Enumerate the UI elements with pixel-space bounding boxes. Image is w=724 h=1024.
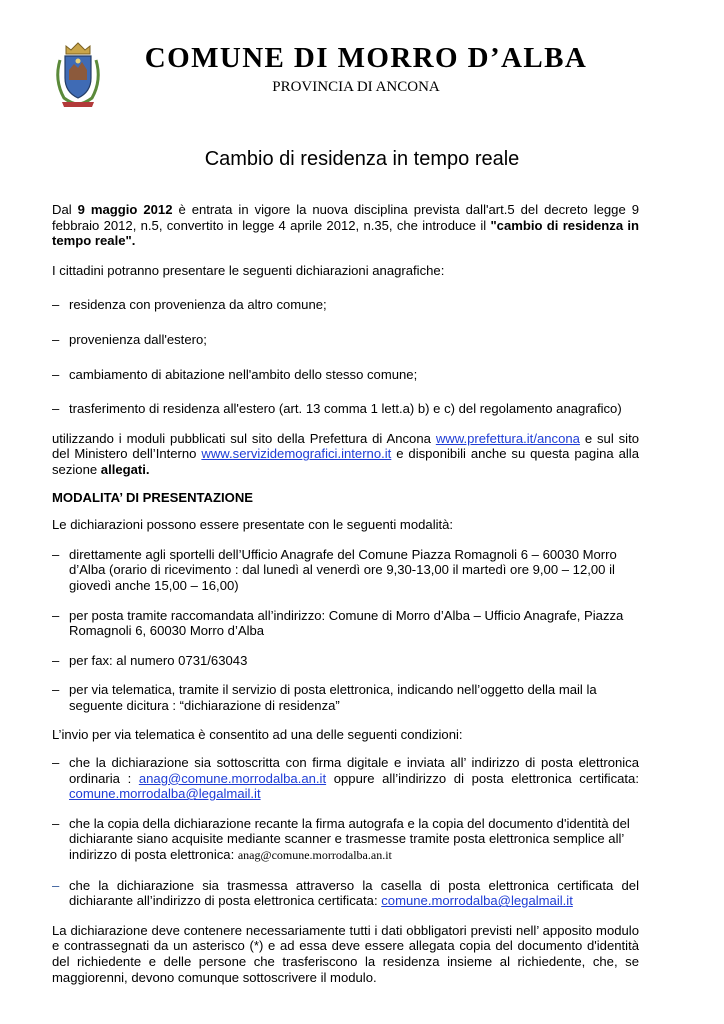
list-item: – che la dichiarazione sia sottoscritta con firma digitale e inviata all’ indirizzo di posta elettronica ordinaria : anag@comune.morrodalba.an.it oppure all’indirizzo di posta elettronica certificata: comune.morrodalba@legalmail.it bbox=[52, 755, 639, 802]
document-title: Cambio di residenza in tempo reale bbox=[204, 148, 520, 170]
dash-bullet: – bbox=[52, 815, 60, 831]
municipality-title: COMUNE DI MORRO D’ALBA bbox=[144, 42, 588, 74]
legalmail-link[interactable]: comune.morrodalba@legalmail.it bbox=[381, 893, 573, 909]
anag-email-link[interactable]: anag@comune.morrodalba.an.it bbox=[138, 770, 327, 786]
list-item: – che la copia della dichiarazione recante la firma autografa e la copia del documento d'identità del dichiarante siano acquisite mediante scanner e trasmesse tramite posta elettronica semplice all’ indirizzo di posta elettronica: anag@comune.morrodalba.an.it bbox=[52, 815, 630, 863]
intro-text: è entrata in vigore la nuova disciplina prevista dall'art.5 del decreto legge 9 febbraio 2012, n.5, convertito in legge 4 aprile 2012, n.35, che introduce il bbox=[52, 202, 639, 233]
province-subtitle: PROVINCIA DI ANCONA bbox=[272, 79, 440, 95]
document-body bbox=[52, 202, 639, 985]
list-item: – che la dichiarazione sia trasmessa attraverso la casella di posta elettronica certificata del dichiarante all’indirizzo di posta elettronica certificata: comune.morrodalba@legalmail.it bbox=[52, 877, 639, 909]
list-item: – per via telematica, tramite il servizio di posta elettronica, indicando nell’oggetto della mail la seguente dicitura : “dichiarazione di residenza” bbox=[52, 682, 597, 713]
list-item: – per fax: al numero 0731/63043 bbox=[52, 652, 248, 668]
list-item: – provenienza dall'estero; bbox=[52, 331, 207, 347]
intro-date: 9 maggio 2012 bbox=[77, 202, 173, 217]
servizi-demografici-link[interactable]: www.servizidemografici.interno.it bbox=[201, 446, 392, 462]
closing-paragraph: La dichiarazione deve contenere necessariamente tutti i dati obbligatori previsti nell’ apposito modulo e contrassegnati da un asterisco (*) e ad essa deve essere allegata copia del documento d'identità del richiedente e delle persone che trasferiscono la residenza insieme al richiedente, che, se maggiorenni, devono comunque sottoscrivere il modulo. bbox=[52, 922, 639, 985]
attachments-label: allegati. bbox=[100, 461, 150, 477]
anag-email-text: anag@comune.morrodalba.an.it bbox=[237, 848, 392, 863]
dash-bullet: – bbox=[52, 331, 60, 347]
dash-bullet: – bbox=[52, 401, 60, 417]
dash-bullet: – bbox=[52, 755, 60, 771]
dash-bullet: – bbox=[52, 682, 60, 698]
list-item: – residenza con provenienza da altro comune; bbox=[52, 297, 327, 313]
dash-bullet: – bbox=[52, 877, 60, 893]
dash-bullet: – bbox=[52, 652, 60, 668]
list-item: – trasferimento di residenza all'estero (art. 13 comma 1 lett.a) b) e c) del regolamento anagrafico) bbox=[52, 401, 622, 417]
dash-bullet: – bbox=[52, 607, 60, 623]
section-heading: MODALITA’ DI PRESENTAZIONE bbox=[52, 489, 254, 505]
list-item: – cambiamento di abitazione nell'ambito dello stesso comune; bbox=[52, 366, 418, 382]
telematic-intro: L’invio per via telematica è consentito ad una delle seguenti condizioni: bbox=[52, 727, 463, 743]
intro-text: Dal bbox=[52, 202, 78, 217]
legalmail-link[interactable]: comune.morrodalba@legalmail.it bbox=[69, 786, 261, 802]
prefettura-link[interactable]: www.prefettura.it/ancona bbox=[435, 430, 580, 446]
dash-bullet: – bbox=[52, 297, 60, 313]
intro-highlight: "cambio di residenza in tempo reale". bbox=[52, 217, 640, 249]
intro-paragraph bbox=[52, 202, 639, 249]
modules-paragraph: utilizzando i moduli pubblicati sul sito della Prefettura di Ancona www.prefettura.it/ancona e sul sito del Ministero dell’Interno www.servizidemografici.interno.it e disponibili anche su questa pagina alla sezione allegati. bbox=[52, 430, 640, 477]
declarations-intro: I cittadini potranno presentare le seguenti dichiarazioni anagrafiche: bbox=[52, 262, 445, 278]
list-item: – per posta tramite raccomandata all’indirizzo: Comune di Morro d’Alba – Ufficio Anagrafe, Piazza Romagnoli 6, 60030 Morro d’Alba bbox=[52, 607, 624, 639]
list-item: – direttamente agli sportelli dell’Ufficio Anagrafe del Comune Piazza Romagnoli 6 – 60030 Morro d’Alba (orario di ricevimento : dal lunedì al venerdì ore 9,30-13,00 il martedì ore 9,00 – 12,00 il giovedì anche 15,00 – 16,00) bbox=[52, 546, 617, 593]
modalities-intro: Le dichiarazioni possono essere presentate con le seguenti modalità: bbox=[52, 517, 454, 533]
dash-bullet: – bbox=[52, 546, 60, 562]
dash-bullet: – bbox=[52, 366, 60, 382]
